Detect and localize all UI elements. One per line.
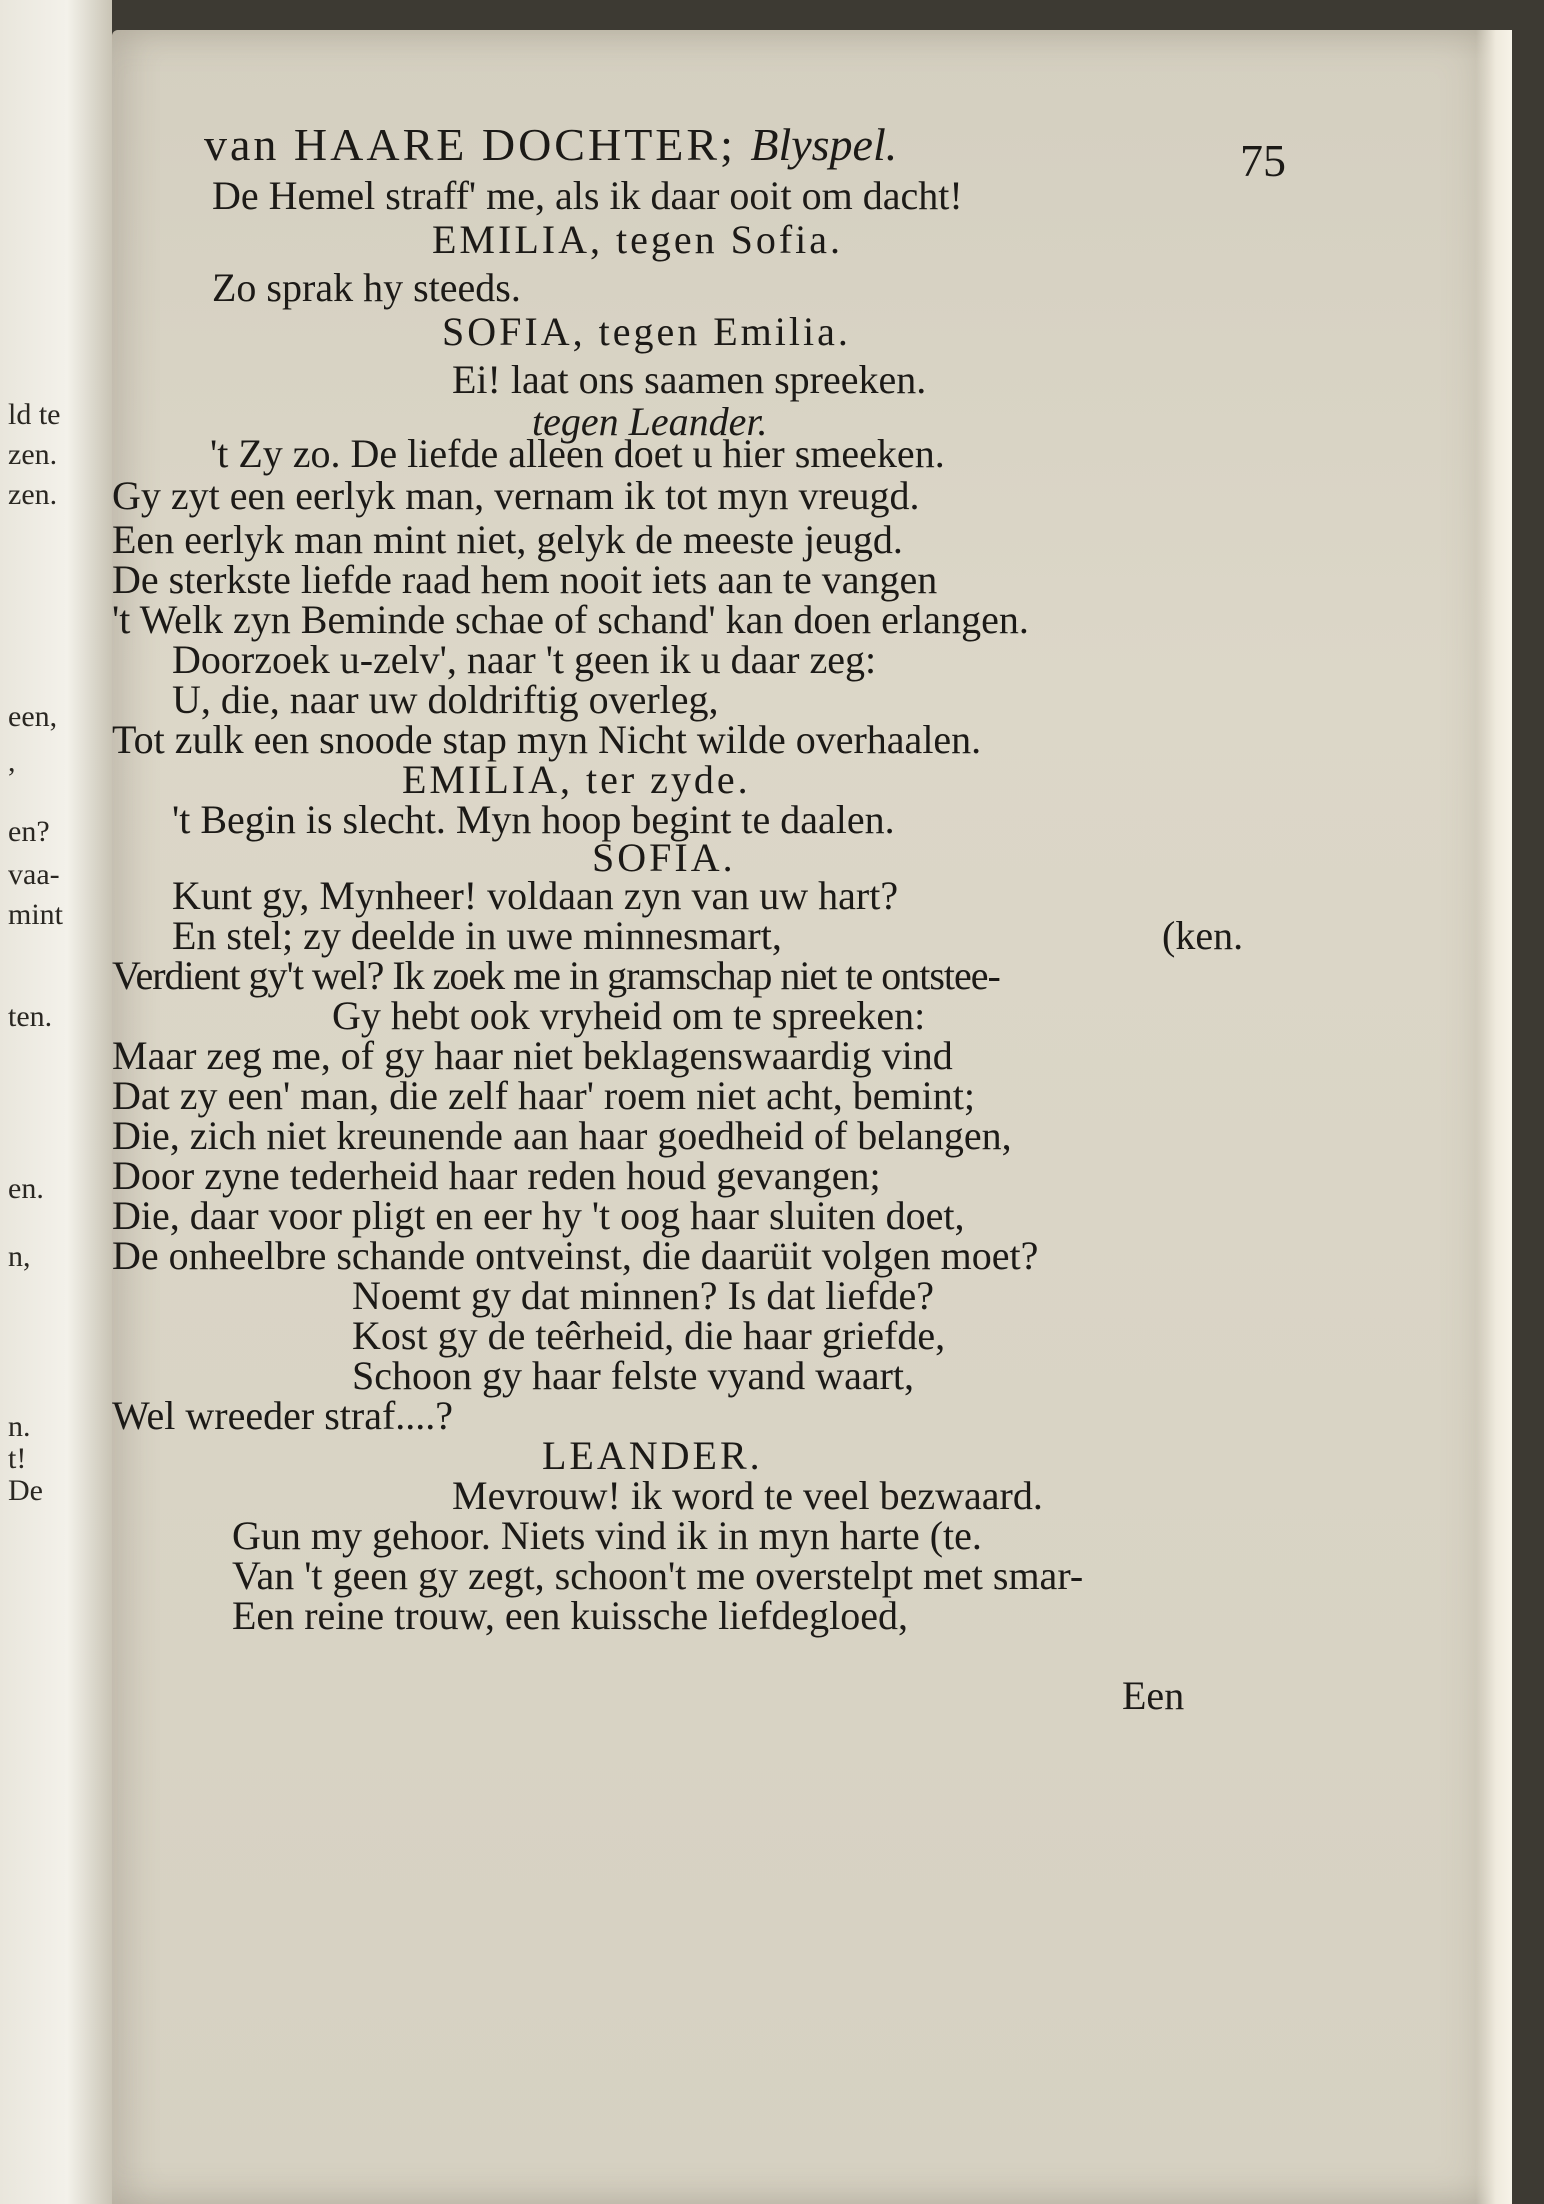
verse-line: De onheelbre schande ontveinst, die daarüit volgen moet? xyxy=(112,1233,1039,1278)
verse-line: Maar zeg me, of gy haar niet beklagenswaardig vind xyxy=(112,1033,953,1078)
margin-fragment: vaa- xyxy=(8,858,60,891)
verse-line: Ei! laat ons saamen spreeken. xyxy=(452,357,927,402)
verse-line: Een eerlyk man mint niet, gelyk de meeste jeugd. xyxy=(112,517,903,562)
running-title: van HAARE DOCHTER; Blyspel. xyxy=(204,119,898,170)
margin-fragment: ten. xyxy=(8,1000,53,1033)
speaker-heading: LEANDER. xyxy=(542,1433,763,1478)
verse-line: Kost gy de teêrheid, die haar griefde, xyxy=(352,1313,946,1358)
verse-turnover: (ken. xyxy=(1162,913,1244,958)
verse-line: Doorzoek u-zelv', naar 't geen ik u daar zeg: xyxy=(172,637,877,682)
verse-line: Door zyne tederheid haar reden houd gevangen; xyxy=(112,1153,881,1198)
facing-page xyxy=(0,0,112,2204)
margin-fragment: zen. xyxy=(8,478,58,511)
margin-fragment: ld te xyxy=(8,398,61,431)
margin-fragment: n. xyxy=(8,1410,31,1443)
speaker-heading: SOFIA, tegen Emilia. xyxy=(442,309,851,354)
verse-line: Van 't geen gy zegt, schoon't me overstelpt met smar- xyxy=(232,1553,1084,1598)
verse-line: Gy hebt ook vryheid om te spreeken: xyxy=(332,993,926,1038)
book-page xyxy=(112,30,1512,2204)
margin-fragment: n, xyxy=(8,1240,31,1273)
verse-line: Tot zulk een snoode stap myn Nicht wilde overhaalen. xyxy=(112,717,982,762)
speaker-heading: SOFIA. xyxy=(592,835,736,880)
margin-fragment: mint xyxy=(8,898,64,931)
catchword: Een xyxy=(1122,1673,1185,1718)
verse-line: Noemt gy dat minnen? Is dat liefde? xyxy=(352,1273,935,1318)
verse-line: Een reine trouw, een kuissche liefdegloed, xyxy=(232,1593,909,1638)
verse-line: Gy zyt een eerlyk man, vernam ik tot myn vreugd. xyxy=(112,473,920,518)
verse-line: Wel wreeder straf....? xyxy=(112,1393,454,1438)
margin-fragment: en. xyxy=(8,1172,44,1205)
speaker-heading: EMILIA, tegen Sofia. xyxy=(432,217,844,262)
verse-line: Mevrouw! ik word te veel bezwaard. xyxy=(452,1473,1043,1518)
verse-line: 't Zy zo. De liefde alleen doet u hier smeeken. xyxy=(210,431,945,476)
margin-fragment: zen. xyxy=(8,438,58,471)
verse-line: Schoon gy haar felste vyand waart, xyxy=(352,1353,915,1398)
margin-fragment: t! xyxy=(8,1442,27,1475)
verse-line: Verdient gy't wel? Ik zoek me in gramschap niet te ontstee- xyxy=(112,953,1000,998)
verse-line: De sterkste liefde raad hem nooit iets aan te vangen xyxy=(112,557,938,602)
stage-direction: tegen Leander. xyxy=(532,399,768,444)
margin-fragment: een, xyxy=(8,700,58,733)
margin-fragment: en? xyxy=(8,815,50,848)
verse-line: Gun my gehoor. Niets vind ik in myn harte (te. xyxy=(232,1513,982,1558)
verse-line: 't Begin is slecht. Myn hoop begint te daalen. xyxy=(172,797,895,842)
verse-line: Kunt gy, Mynheer! voldaan zyn van uw hart? xyxy=(172,873,899,918)
speaker-heading: EMILIA, ter zyde. xyxy=(402,757,751,802)
margin-fragment: De xyxy=(8,1474,43,1507)
margin-fragment: , xyxy=(8,745,16,778)
verse-line: Die, daar voor pligt en eer hy 't oog haar sluiten doet, xyxy=(112,1193,965,1238)
verse-line: Zo sprak hy steeds. xyxy=(212,265,521,310)
verse-line: En stel; zy deelde in uwe minnesmart, xyxy=(172,913,782,958)
verse-line: U, die, naar uw doldriftig overleg, xyxy=(172,677,719,722)
page-number: 75 xyxy=(1240,135,1286,186)
verse-line: De Hemel straff' me, als ik daar ooit om dacht! xyxy=(212,173,963,218)
verse-line: Die, zich niet kreunende aan haar goedheid of belangen, xyxy=(112,1113,1012,1158)
deckle-edge xyxy=(1476,30,1512,2204)
verse-line: Dat zy een' man, die zelf haar' roem niet acht, bemint; xyxy=(112,1073,975,1118)
verse-line: 't Welk zyn Beminde schae of schand' kan doen erlangen. xyxy=(112,597,1029,642)
